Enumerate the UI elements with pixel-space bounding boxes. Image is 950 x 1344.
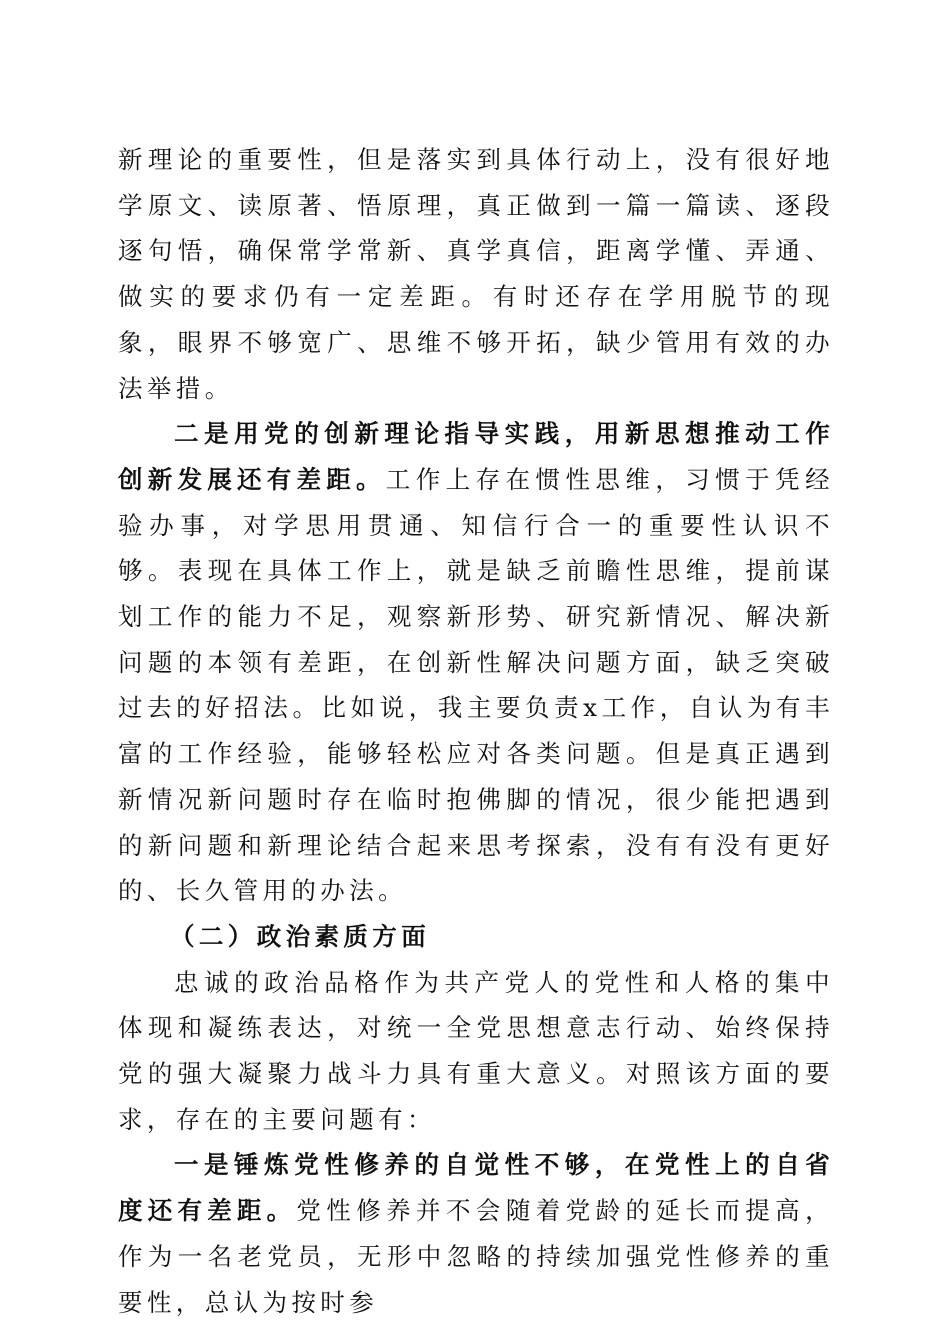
paragraph-text: 党性修养并不会随着党龄的延长而提高，作为一名老党员，无形中忽略的持续加强党性修养的重要性，总认为按时参	[118, 1196, 834, 1317]
section-heading: （二）政治素质方面	[170, 921, 431, 951]
paragraph-practice-gap	[118, 411, 834, 914]
paragraph-lead: 二是用党的创新理论指导实践，用新思想推动工作创新发展还有差距。	[118, 419, 834, 494]
paragraph-lead: 一是锤炼党性修养的自觉性不够，在党性上的自省度还有差距。	[118, 1150, 834, 1226]
paragraph-political-quality	[118, 960, 834, 1143]
document-page	[118, 137, 834, 1325]
paragraph-continued	[118, 137, 834, 411]
paragraph-text: 忠诚的政治品格作为共产党人的党性和人格的集中体现和凝练表达，对统一全党思想意志行动、始终保持党的强大凝聚力战斗力具有重大意义。对照该方面的要求，存在的主要问题有：	[118, 967, 834, 1134]
paragraph-text: 工作上存在惯性思维，习惯于凭经验办事，对学思用贯通、知信行合一的重要性认识不够。表现在具体工作上，就是缺乏前瞻性思维，提前谋划工作的能力不足，观察新形势、研究新情况、解决新问题的本领有差距，在创新性解决问题方面，缺乏突破过去的好招法。比如说，我主要负责x工作，自认为有丰富的工作经验，能够轻松应对各类问题。但是真正遇到新情况新问题时存在临时抱佛脚的情况，很少能把遇到的新问题和新理论结合起来思考探索，没有有没有更好的、长久管用的办法。	[118, 464, 834, 906]
paragraph-party-spirit	[118, 1142, 834, 1325]
paragraph-text: 新理论的重要性，但是落实到具体行动上，没有很好地学原文、读原著、悟原理，真正做到一篇一篇读、逐段逐句悟，确保常学常新、真学真信，距离学懂、弄通、做实的要求仍有一定差距。有时还存在学用脱节的现象，眼界不够宽广、思维不够开拓，缺少管用有效的办法举措。	[118, 145, 834, 403]
